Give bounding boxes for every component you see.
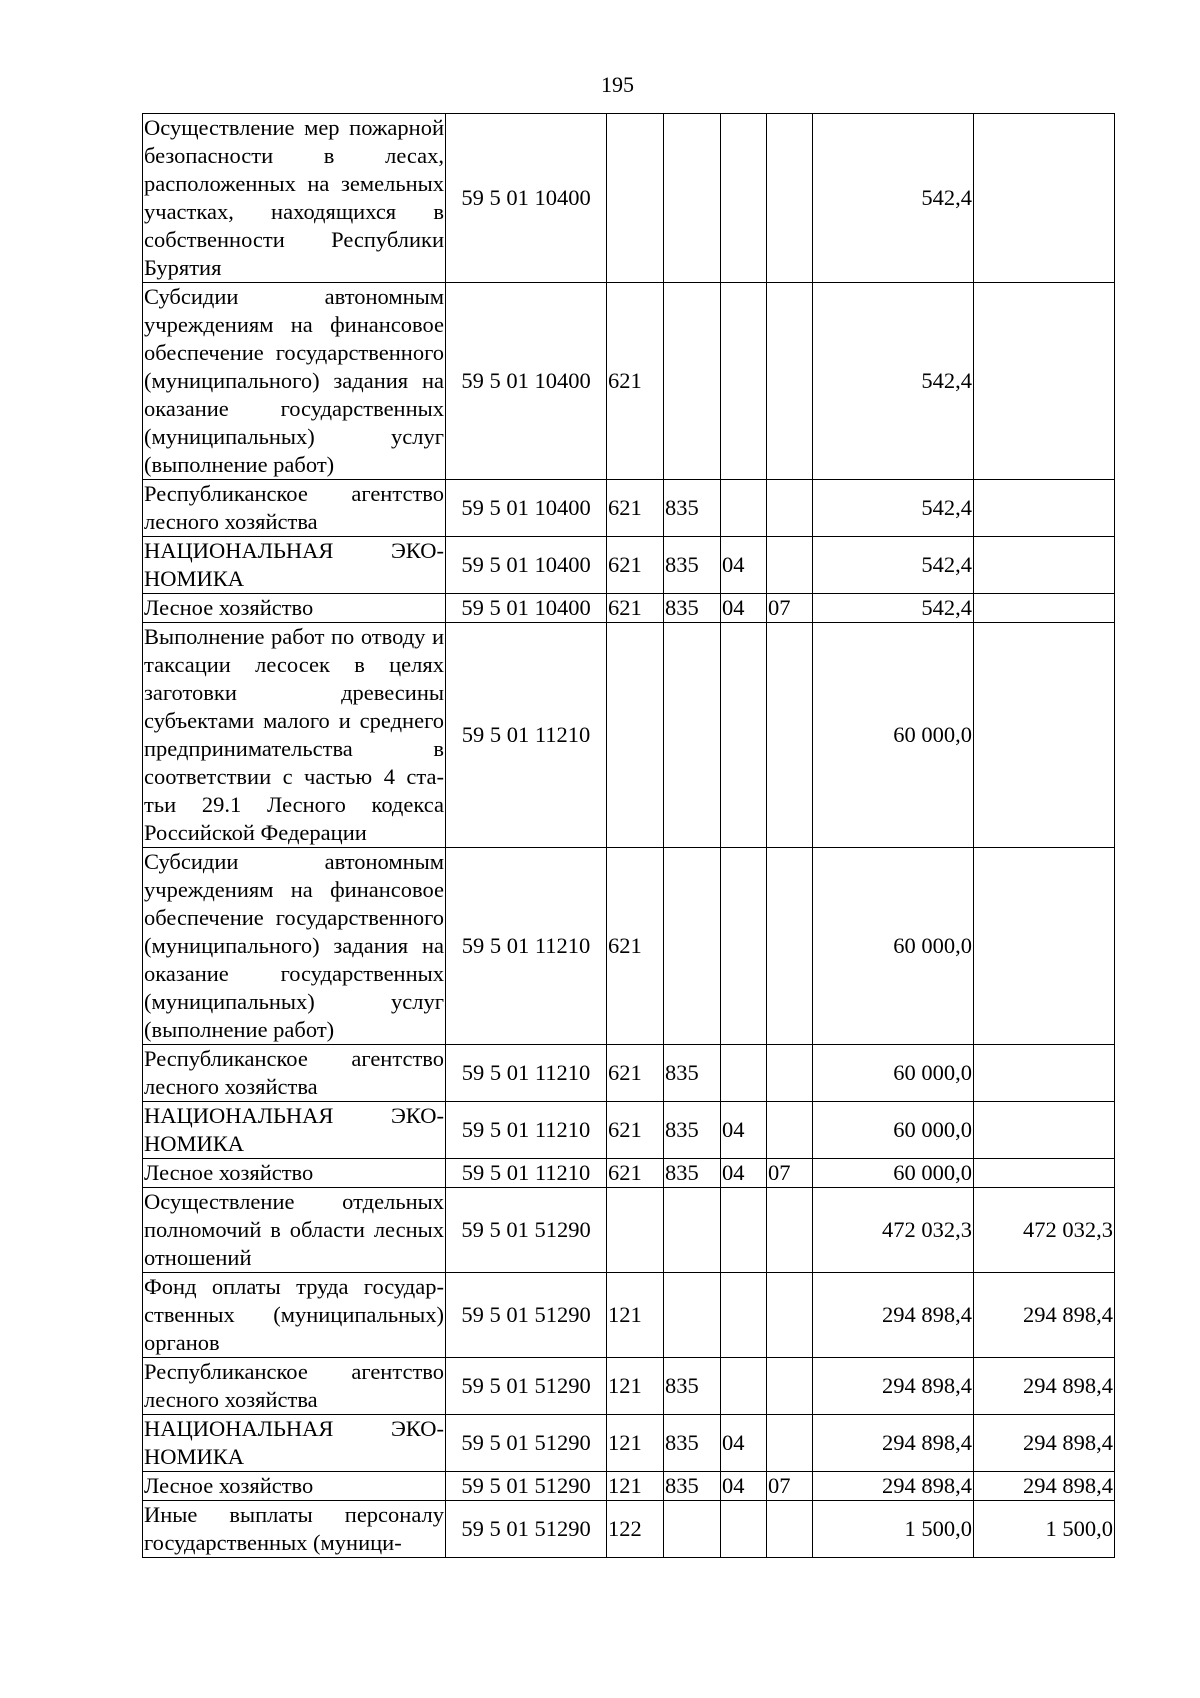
row-name: НАЦИОНАЛЬНАЯ ЭКОНОМИКА [143,1102,446,1159]
row-sum-total: 472 032,3 [813,1188,974,1273]
row-sum-total: 1 500,0 [813,1501,974,1558]
row-name: Республиканское агентство лесного хозяйства [143,480,446,537]
row-name: Осуществление отдельных полномочий в области лесных отношений [143,1188,446,1273]
table-row [143,1188,1115,1273]
row-section: 04 [721,1102,767,1159]
row-subsection [767,1045,813,1102]
row-target-code: 59 5 01 51290 [446,1188,607,1273]
table-row [143,1415,1115,1472]
table-row [143,480,1115,537]
row-ministry-code [664,623,721,848]
row-expense-type: 121 [607,1472,664,1501]
row-name: Осуществление мер пожарной безопасности в лесах, расположенных на земельных участках, находящихся в собственности Республики Бурятия [143,114,446,283]
row-section [721,1273,767,1358]
row-sum-total: 542,4 [813,283,974,480]
row-section: 04 [721,1159,767,1188]
row-subsection [767,1102,813,1159]
row-sum-federal: 294 898,4 [974,1415,1115,1472]
table-row [143,114,1115,283]
table-row [143,1102,1115,1159]
row-name: Республиканское агентство лесного хозяйства [143,1358,446,1415]
row-target-code: 59 5 01 10400 [446,480,607,537]
row-section [721,283,767,480]
row-target-code: 59 5 01 11210 [446,1159,607,1188]
row-target-code: 59 5 01 10400 [446,283,607,480]
row-sum-federal [974,114,1115,283]
row-ministry-code: 835 [664,537,721,594]
row-target-code: 59 5 01 11210 [446,848,607,1045]
row-ministry-code: 835 [664,1045,721,1102]
row-sum-federal: 294 898,4 [974,1358,1115,1415]
row-sum-total: 60 000,0 [813,848,974,1045]
row-ministry-code [664,114,721,283]
row-section [721,480,767,537]
row-sum-federal [974,283,1115,480]
row-subsection [767,480,813,537]
row-name: Субсидии автономным учреждениям на финансовое обеспечение государственного (муниципального) задания на оказание государственных (муниципальных) услуг (выполнение работ) [143,283,446,480]
table-body [143,114,1115,1558]
row-target-code: 59 5 01 11210 [446,1102,607,1159]
row-expense-type: 121 [607,1358,664,1415]
row-expense-type: 621 [607,1102,664,1159]
row-sum-federal [974,480,1115,537]
row-target-code: 59 5 01 51290 [446,1501,607,1558]
table-row [143,1045,1115,1102]
row-ministry-code [664,1188,721,1273]
row-subsection [767,283,813,480]
row-section [721,1501,767,1558]
row-expense-type: 621 [607,480,664,537]
row-expense-type: 122 [607,1501,664,1558]
row-name: Лесное хозяйство [143,594,446,623]
row-subsection [767,114,813,283]
row-sum-federal [974,1045,1115,1102]
row-ministry-code: 835 [664,1472,721,1501]
row-target-code: 59 5 01 10400 [446,537,607,594]
row-sum-total: 60 000,0 [813,1102,974,1159]
table-row [143,283,1115,480]
row-expense-type [607,623,664,848]
row-sum-total: 60 000,0 [813,623,974,848]
row-name: Выполнение работ по отводу и таксации лесосек в целях заготовки древесины субъектами малого и среднего предпринимательства в соответствии с частью 4 статьи 29.1 Лесного кодекса Российской Федерации [143,623,446,848]
row-target-code: 59 5 01 51290 [446,1273,607,1358]
row-ministry-code [664,1501,721,1558]
row-sum-federal [974,1159,1115,1188]
row-expense-type: 621 [607,848,664,1045]
row-name: Субсидии автономным учреждениям на финансовое обеспечение государственного (муниципального) задания на оказание государственных (муниципальных) услуг (выполнение работ) [143,848,446,1045]
row-expense-type: 621 [607,537,664,594]
row-ministry-code [664,283,721,480]
row-expense-type: 621 [607,283,664,480]
row-target-code: 59 5 01 11210 [446,623,607,848]
row-ministry-code: 835 [664,594,721,623]
row-sum-total: 60 000,0 [813,1045,974,1102]
row-section [721,1358,767,1415]
row-section [721,623,767,848]
row-sum-total: 542,4 [813,114,974,283]
row-subsection [767,537,813,594]
table-row [143,1472,1115,1501]
row-sum-total: 294 898,4 [813,1415,974,1472]
row-target-code: 59 5 01 10400 [446,594,607,623]
row-target-code: 59 5 01 10400 [446,114,607,283]
row-subsection [767,1501,813,1558]
row-sum-federal [974,623,1115,848]
row-section: 04 [721,1472,767,1501]
row-sum-federal [974,1102,1115,1159]
row-subsection: 07 [767,1159,813,1188]
row-subsection [767,848,813,1045]
row-section: 04 [721,1415,767,1472]
table-row [143,623,1115,848]
row-ministry-code: 835 [664,480,721,537]
row-name: Республиканское агентство лесного хозяйства [143,1045,446,1102]
row-subsection: 07 [767,1472,813,1501]
row-section [721,1045,767,1102]
row-expense-type [607,114,664,283]
budget-table [142,113,1115,1558]
row-name: Фонд оплаты труда государственных (муниципальных) органов [143,1273,446,1358]
row-name: НАЦИОНАЛЬНАЯ ЭКОНОМИКА [143,537,446,594]
row-target-code: 59 5 01 11210 [446,1045,607,1102]
row-subsection [767,1273,813,1358]
row-sum-total: 294 898,4 [813,1273,974,1358]
row-target-code: 59 5 01 51290 [446,1472,607,1501]
page-number: 195 [601,72,634,97]
row-expense-type [607,1188,664,1273]
row-sum-total: 294 898,4 [813,1358,974,1415]
row-sum-federal [974,848,1115,1045]
row-expense-type: 621 [607,1045,664,1102]
row-sum-federal [974,594,1115,623]
row-ministry-code: 835 [664,1102,721,1159]
row-ministry-code [664,1273,721,1358]
row-subsection [767,1188,813,1273]
row-target-code: 59 5 01 51290 [446,1358,607,1415]
row-subsection [767,1415,813,1472]
row-sum-federal: 1 500,0 [974,1501,1115,1558]
row-sum-total: 542,4 [813,537,974,594]
row-subsection [767,1358,813,1415]
row-ministry-code: 835 [664,1159,721,1188]
table-row [143,594,1115,623]
row-ministry-code [664,848,721,1045]
row-subsection [767,623,813,848]
row-section [721,1188,767,1273]
row-section [721,114,767,283]
row-name: Иные выплаты персоналу государственных (муници- [143,1501,446,1558]
row-name: Лесное хозяйство [143,1159,446,1188]
row-section: 04 [721,594,767,623]
row-sum-federal: 294 898,4 [974,1472,1115,1501]
row-sum-total: 542,4 [813,594,974,623]
row-name: Лесное хозяйство [143,1472,446,1501]
table-row [143,1501,1115,1558]
table-row [143,1358,1115,1415]
table-row [143,537,1115,594]
row-sum-federal: 472 032,3 [974,1188,1115,1273]
row-expense-type: 621 [607,594,664,623]
row-expense-type: 121 [607,1415,664,1472]
table-row [143,1273,1115,1358]
row-sum-total: 60 000,0 [813,1159,974,1188]
row-sum-federal [974,537,1115,594]
table-row [143,848,1115,1045]
row-sum-federal: 294 898,4 [974,1273,1115,1358]
row-expense-type: 621 [607,1159,664,1188]
row-section: 04 [721,537,767,594]
row-section [721,848,767,1045]
row-name: НАЦИОНАЛЬНАЯ ЭКОНОМИКА [143,1415,446,1472]
row-ministry-code: 835 [664,1358,721,1415]
row-subsection: 07 [767,594,813,623]
row-sum-total: 294 898,4 [813,1472,974,1501]
row-ministry-code: 835 [664,1415,721,1472]
row-sum-total: 542,4 [813,480,974,537]
row-target-code: 59 5 01 51290 [446,1415,607,1472]
row-expense-type: 121 [607,1273,664,1358]
table-row [143,1159,1115,1188]
